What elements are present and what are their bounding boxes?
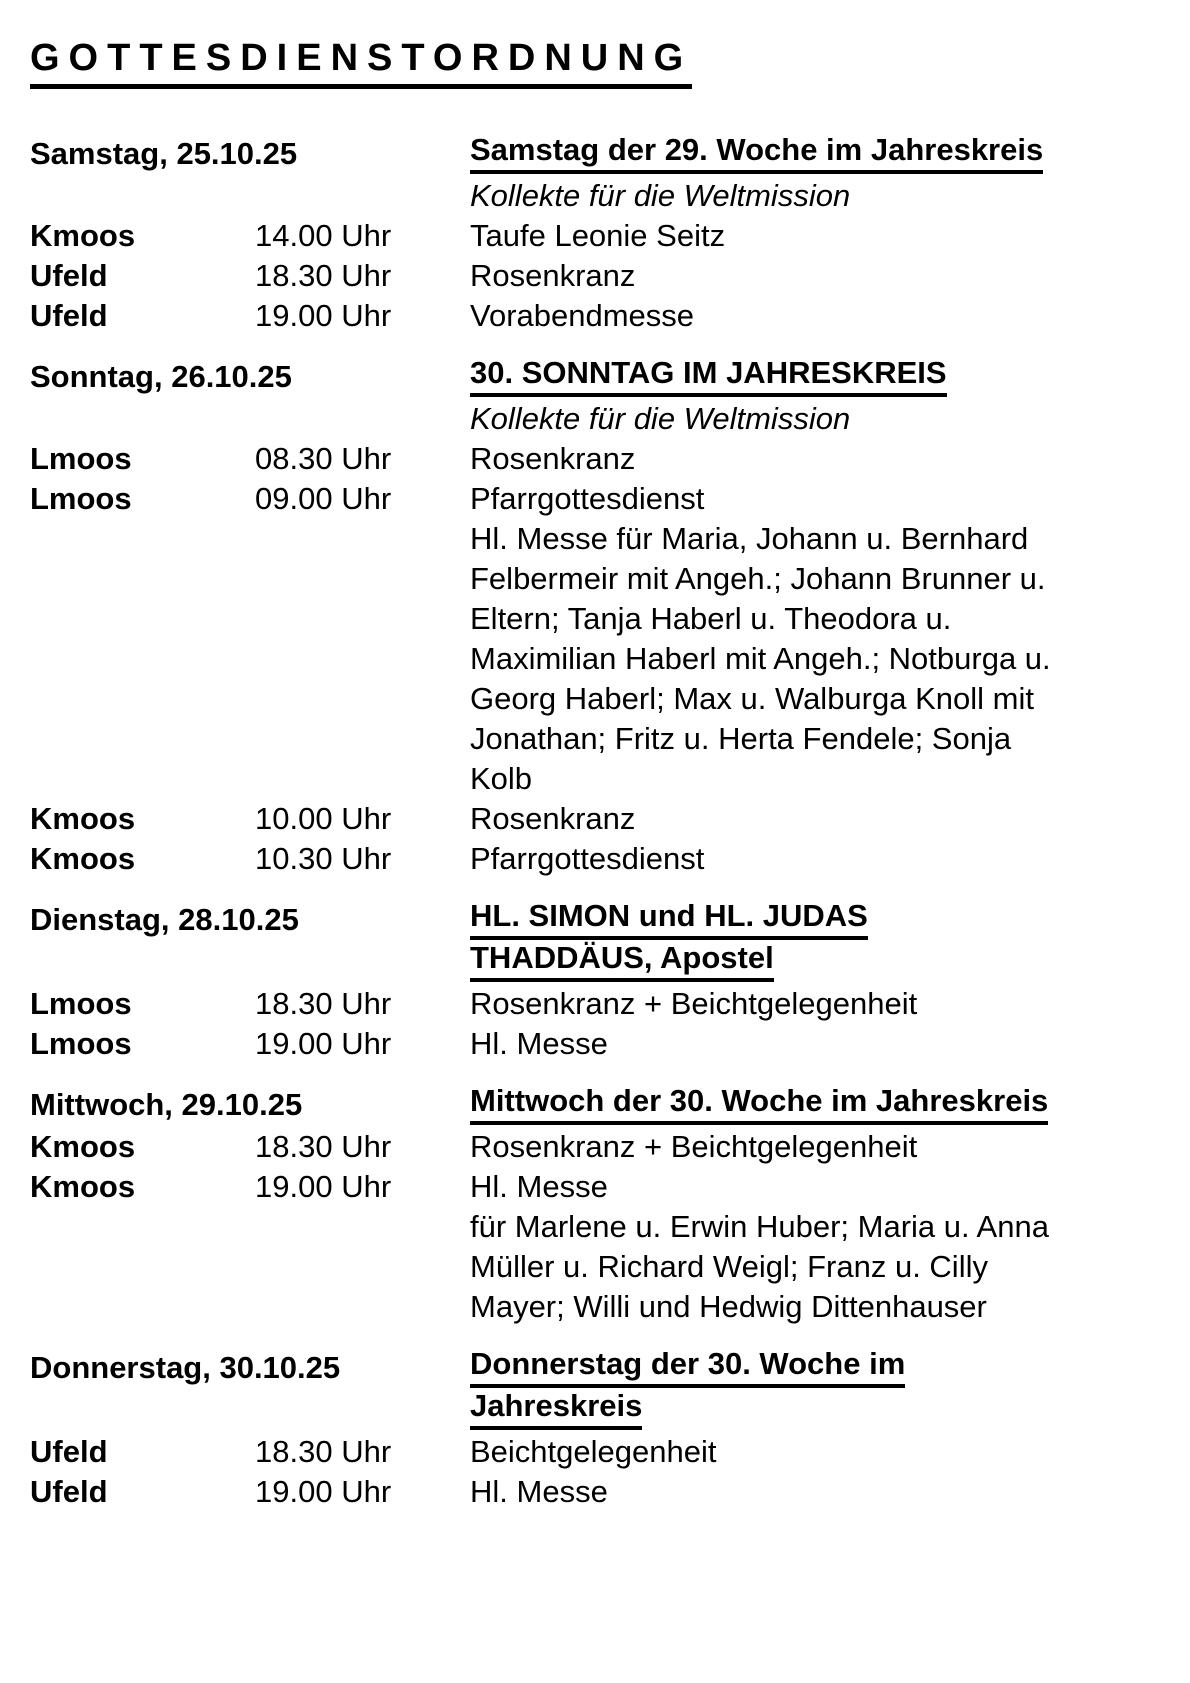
description-cell [470,1127,1162,1167]
section-heading [470,1085,1162,1127]
service-row [30,1472,1162,1512]
description-cell [470,1432,1162,1472]
description-line: Hl. Messe [470,1026,608,1061]
section-date: Samstag, 25.10.25 [30,136,298,171]
description-line: Vorabendmesse [470,298,695,333]
time-cell: 18.30 Uhr [255,258,392,293]
description-line: Rosenkranz [470,801,636,836]
description-line: Müller u. Richard Weigl; Franz u. Cilly [470,1249,988,1284]
time-cell: 18.30 Uhr [255,1129,392,1164]
section-header-row [30,1348,1162,1432]
section-heading-line: Mittwoch der 30. Woche im Jahreskreis [470,1085,1048,1125]
section-header-row [30,134,1162,176]
time-cell: 18.30 Uhr [255,1434,392,1469]
service-row [30,1167,1162,1327]
description-cell [470,439,1162,479]
section-samstag [30,134,1162,336]
location-cell: Kmoos [30,218,136,253]
description-cell [470,984,1162,1024]
location-cell: Ufeld [30,1434,108,1469]
time-cell: 19.00 Uhr [255,1474,392,1509]
time-cell: 19.00 Uhr [255,298,392,333]
section-date: Donnerstag, 30.10.25 [30,1350,341,1385]
description-line: Kolb [470,761,533,796]
page-title: GOTTESDIENSTORDNUNG [30,38,692,89]
service-row [30,1127,1162,1167]
section-header-row [30,900,1162,984]
description-cell [470,216,1162,256]
section-heading-line: Donnerstag der 30. Woche im [470,1348,905,1388]
description-line: Mayer; Willi und Hedwig Dittenhauser [470,1289,987,1324]
section-date: Mittwoch, 29.10.25 [30,1087,303,1122]
section-sonntag [30,357,1162,879]
description-cell [470,1167,1162,1327]
section-heading-line: THADDÄUS, Apostel [470,942,774,982]
location-cell: Ufeld [30,258,108,293]
section-heading-line: Samstag der 29. Woche im Jahreskreis [470,134,1043,174]
section-date: Dienstag, 28.10.25 [30,902,299,937]
location-cell: Lmoos [30,481,132,516]
description-line: für Marlene u. Erwin Huber; Maria u. Anna [470,1209,1049,1244]
description-line: Rosenkranz + Beichtgelegenheit [470,1129,918,1164]
section-heading-line: 30. SONNTAG IM JAHRESKREIS [470,357,947,397]
description-line: Taufe Leonie Seitz [470,218,726,253]
location-cell: Kmoos [30,1169,136,1204]
description-line: Pfarrgottesdienst [470,841,705,876]
location-cell: Kmoos [30,1129,136,1164]
description-line: Pfarrgottesdienst [470,481,705,516]
time-cell: 08.30 Uhr [255,441,392,476]
description-line: Felbermeir mit Angeh.; Johann Brunner u. [470,561,1046,596]
section-date: Sonntag, 26.10.25 [30,359,292,394]
description-cell [470,1472,1162,1512]
section-donnerstag [30,1348,1162,1512]
description-cell [470,839,1162,879]
description-line: Beichtgelegenheit [470,1434,717,1469]
service-row [30,799,1162,839]
service-row [30,216,1162,256]
time-cell: 18.30 Uhr [255,986,392,1021]
time-cell: 10.00 Uhr [255,801,392,836]
service-row [30,839,1162,879]
time-cell: 19.00 Uhr [255,1169,392,1204]
description-cell [470,296,1162,336]
description-line: Hl. Messe [470,1169,608,1204]
section-mittwoch [30,1085,1162,1327]
description-cell [470,256,1162,296]
section-heading-line: HL. SIMON und HL. JUDAS [470,900,868,940]
section-header-row [30,357,1162,399]
section-dienstag [30,900,1162,1064]
section-heading [470,134,1162,176]
collection-note: Kollekte für die Weltmission [470,178,851,213]
location-cell: Lmoos [30,1026,132,1061]
time-cell: 10.30 Uhr [255,841,392,876]
time-cell: 19.00 Uhr [255,1026,392,1061]
location-cell: Kmoos [30,841,136,876]
service-row [30,439,1162,479]
service-row [30,1432,1162,1472]
section-header-row [30,1085,1162,1127]
section-heading [470,900,1162,984]
description-line: Maximilian Haberl mit Angeh.; Notburga u. [470,641,1051,676]
location-cell: Ufeld [30,298,108,333]
description-cell [470,799,1162,839]
location-cell: Lmoos [30,986,132,1021]
location-cell: Kmoos [30,801,136,836]
service-row [30,1024,1162,1064]
description-line: Rosenkranz [470,258,636,293]
service-row [30,256,1162,296]
description-line: Eltern; Tanja Haberl u. Theodora u. [470,601,952,636]
description-line: Hl. Messe für Maria, Johann u. Bernhard [470,521,1029,556]
section-heading [470,357,1162,399]
collection-note: Kollekte für die Weltmission [470,401,851,436]
location-cell: Ufeld [30,1474,108,1509]
service-row [30,479,1162,799]
section-note-row [30,176,1162,216]
description-cell [470,1024,1162,1064]
description-line: Rosenkranz [470,441,636,476]
section-note-row [30,399,1162,439]
service-row [30,296,1162,336]
description-line: Georg Haberl; Max u. Walburga Knoll mit [470,681,1034,716]
time-cell: 14.00 Uhr [255,218,392,253]
section-heading-line: Jahreskreis [470,1390,642,1430]
description-cell [470,479,1162,799]
description-line: Rosenkranz + Beichtgelegenheit [470,986,918,1021]
time-cell: 09.00 Uhr [255,481,392,516]
location-cell: Lmoos [30,441,132,476]
description-line: Jonathan; Fritz u. Herta Fendele; Sonja [470,721,1012,756]
service-row [30,984,1162,1024]
description-line: Hl. Messe [470,1474,608,1509]
section-heading [470,1348,1162,1432]
